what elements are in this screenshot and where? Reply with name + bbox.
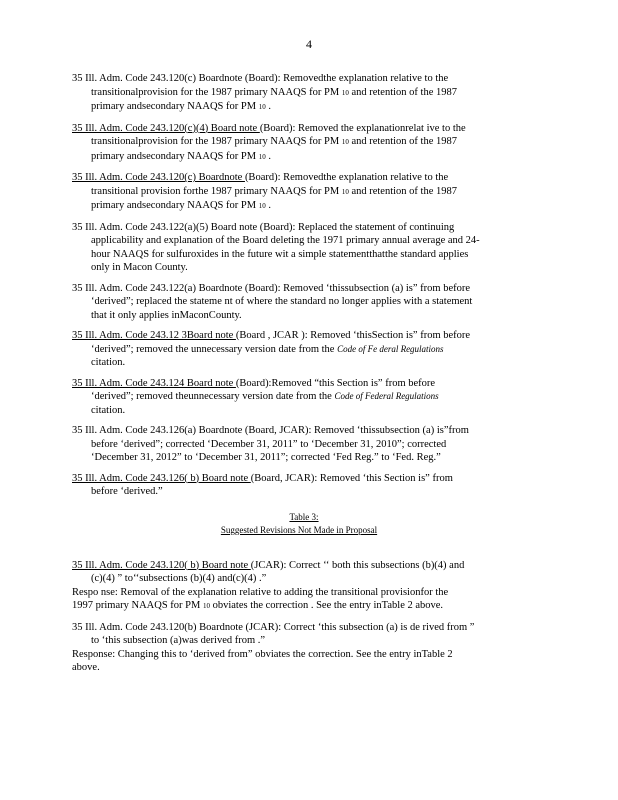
entry-line (72, 648, 536, 662)
citation-underlined: 35 Ill. Adm. Code 243.120(c)(4) Board note (72, 122, 260, 134)
entry-text: ‘December 31, 2012” to ‘December 31, 2011”; corrected ‘Fed Reg.” to ‘Fed. Reg.” (91, 452, 441, 463)
subscript: 10 (341, 187, 349, 196)
entry-line (72, 424, 536, 438)
revisions-list (72, 72, 536, 499)
entry-text: (Board): Removedthe explanation relative to the (244, 172, 449, 183)
document-body (72, 72, 536, 682)
entry-text: (Board): Removed the explanationrelat ive to the (259, 122, 466, 134)
entry-text: Response: Changing this to ‘derived from” obviates the correction. See the entry inTable 2 (72, 648, 453, 660)
entry-line (72, 171, 536, 185)
entry-text: to ‘this subsection (a)was derived from .” (91, 635, 266, 646)
entry-line (72, 451, 536, 465)
revision-entry (72, 329, 536, 370)
revision-entry (72, 171, 536, 214)
subscript: 10 (341, 138, 349, 146)
entry-text: before ‘derived.” (91, 486, 163, 497)
entry-line (72, 261, 536, 275)
entry-line (72, 248, 536, 262)
citation-underlined: 35 Ill. Adm. Code 243.120( b) Board note (72, 559, 251, 571)
entry-text: (c)(4) ” to‘‘subsections (b)(4) and(c)(4) .” (91, 573, 267, 584)
entry-text: ‘derived”; replaced the stateme nt of where the standard no longer applies with a statement (91, 296, 473, 307)
entry-text: citation. (91, 357, 126, 368)
entry-text: before ‘derived”; corrected ‘December 31, 2011” to ‘December 31, 2010”; corrected (91, 438, 447, 450)
entry-text: . (265, 200, 271, 211)
subscript: 10 (258, 103, 266, 111)
revision-entry (72, 221, 536, 275)
citation-underlined: 35 Ill. Adm. Code 243.120(c) Boardnote (72, 172, 245, 183)
entry-line (72, 377, 536, 391)
entry-text: applicability and explanation of the Board deleting the 1971 primary annual average and 24- (91, 235, 480, 246)
revision-entry (72, 377, 536, 418)
entry-text: transitionalprovision for the 1987 primary NAAQS for PM (91, 136, 342, 147)
entry-line (72, 390, 536, 404)
entry-text: (JCAR): Correct ‘‘ both this subsections (b)(4) and (250, 559, 465, 571)
page-number: 4 (306, 37, 312, 51)
entry-text: ‘derived”; removed the unnecessary version date from the (91, 343, 338, 355)
entry-text: above. (72, 662, 100, 673)
entry-line (72, 185, 536, 200)
subscript: 10 (202, 602, 210, 610)
entry-line (72, 86, 536, 101)
entry-text: and retention of the 1987 (348, 185, 457, 197)
entry-text: 35 Ill. Adm. Code 243.122(a) Boardnote (Board): Removed ‘thissubsection (a) is” from before (72, 282, 471, 294)
entry-line (72, 404, 536, 418)
entry-text: hour NAAQS for sulfuroxides in the future wit a simple statementthatthe standard applies (91, 248, 469, 260)
entry-text: (Board, JCAR): Removed ‘this Section is” from (250, 472, 453, 484)
entry-line (72, 559, 536, 573)
entry-text: primary andsecondary NAAQS for PM (91, 101, 259, 112)
italic-title: Code of Federal Regulations (334, 391, 439, 401)
subscript: 10 (258, 202, 266, 210)
entry-text: and retention of the 1987 (348, 136, 457, 147)
subscript: 10 (341, 88, 349, 97)
entry-line (72, 329, 536, 343)
entry-text: 35 Ill. Adm. Code 243.120(c) Boardnote (Board): Removedthe explanation relative to the (72, 73, 449, 84)
entry-text: 1997 primary NAAQS for PM (72, 600, 203, 611)
citation-underlined: 35 Ill. Adm. Code 243.12 3Board note (72, 330, 236, 341)
revision-entry (72, 72, 536, 115)
italic-title: Code of Fe deral Regulations (337, 343, 444, 354)
entry-line (72, 135, 536, 150)
entry-text: primary andsecondary NAAQS for PM (91, 150, 259, 162)
entry-line (72, 438, 536, 452)
entry-line (72, 599, 536, 614)
subscript: 10 (258, 152, 266, 161)
entry-line (72, 472, 536, 486)
entry-text: (Board , JCAR ): Removed ‘thisSection is” from before (235, 330, 471, 341)
entry-text: ‘derived”; removed theunnecessary version date from the (91, 391, 335, 402)
entry-line (72, 572, 536, 586)
entry-line (72, 150, 536, 165)
entry-line (72, 122, 536, 136)
entry-text: . (265, 101, 271, 112)
table-title: Table 3: (289, 511, 319, 522)
suggested-revisions-list (72, 559, 536, 675)
entry-text: transitionalprovision for the 1987 primary NAAQS for PM (91, 86, 342, 98)
entry-line (72, 309, 536, 323)
entry-line (72, 661, 536, 675)
entry-line (72, 282, 536, 296)
table-caption (72, 511, 536, 537)
entry-text: transitional provision forthe 1987 primary NAAQS for PM (91, 185, 342, 197)
revision-entry (72, 282, 536, 323)
table-subtitle: Suggested Revisions Not Made in Proposal (220, 524, 378, 535)
entry-text: primary andsecondary NAAQS for PM (91, 200, 259, 211)
entry-line (72, 621, 536, 635)
entry-line (72, 72, 536, 86)
entry-line (72, 356, 536, 370)
citation-underlined: 35 Ill. Adm. Code 243.124 Board note (72, 377, 236, 389)
entry-line (72, 234, 536, 248)
entry-line (72, 221, 536, 235)
entry-line (72, 100, 536, 115)
entry-text: 35 Ill. Adm. Code 243.122(a)(5) Board note (Board): Replaced the statement of continuing (72, 221, 455, 233)
revision-entry (72, 472, 536, 499)
entry-text: that it only applies inMaconCounty. (91, 309, 242, 321)
entry-text: Respo nse: Removal of the explanation relative to adding the transitional provisionfor the (72, 586, 449, 598)
entry-line (72, 295, 536, 309)
entry-line (72, 199, 536, 214)
revision-entry (72, 621, 536, 675)
entry-text: (Board):Removed “this Section is” from before (235, 377, 436, 389)
revision-entry (72, 559, 536, 614)
entry-text: . (265, 150, 271, 162)
entry-text: and retention of the 1987 (348, 86, 457, 98)
entry-text: only in Macon County. (91, 262, 188, 273)
entry-text: 35 Ill. Adm. Code 243.120(b) Boardnote (JCAR): Correct ‘this subsection (a) is de rived from ” (72, 621, 475, 633)
entry-line (72, 586, 536, 600)
entry-text: citation. (91, 404, 126, 416)
citation-underlined: 35 Ill. Adm. Code 243.126( b) Board note (72, 472, 251, 484)
entry-text: obviates the correction . See the entry inTable 2 above. (209, 600, 444, 611)
entry-text: 35 Ill. Adm. Code 243.126(a) Boardnote (Board, JCAR): Removed ‘thissubsection (a) is”from (72, 425, 469, 436)
revision-entry (72, 424, 536, 465)
entry-line (72, 343, 536, 357)
revision-entry (72, 122, 536, 165)
entry-line (72, 634, 536, 648)
entry-line (72, 485, 536, 499)
